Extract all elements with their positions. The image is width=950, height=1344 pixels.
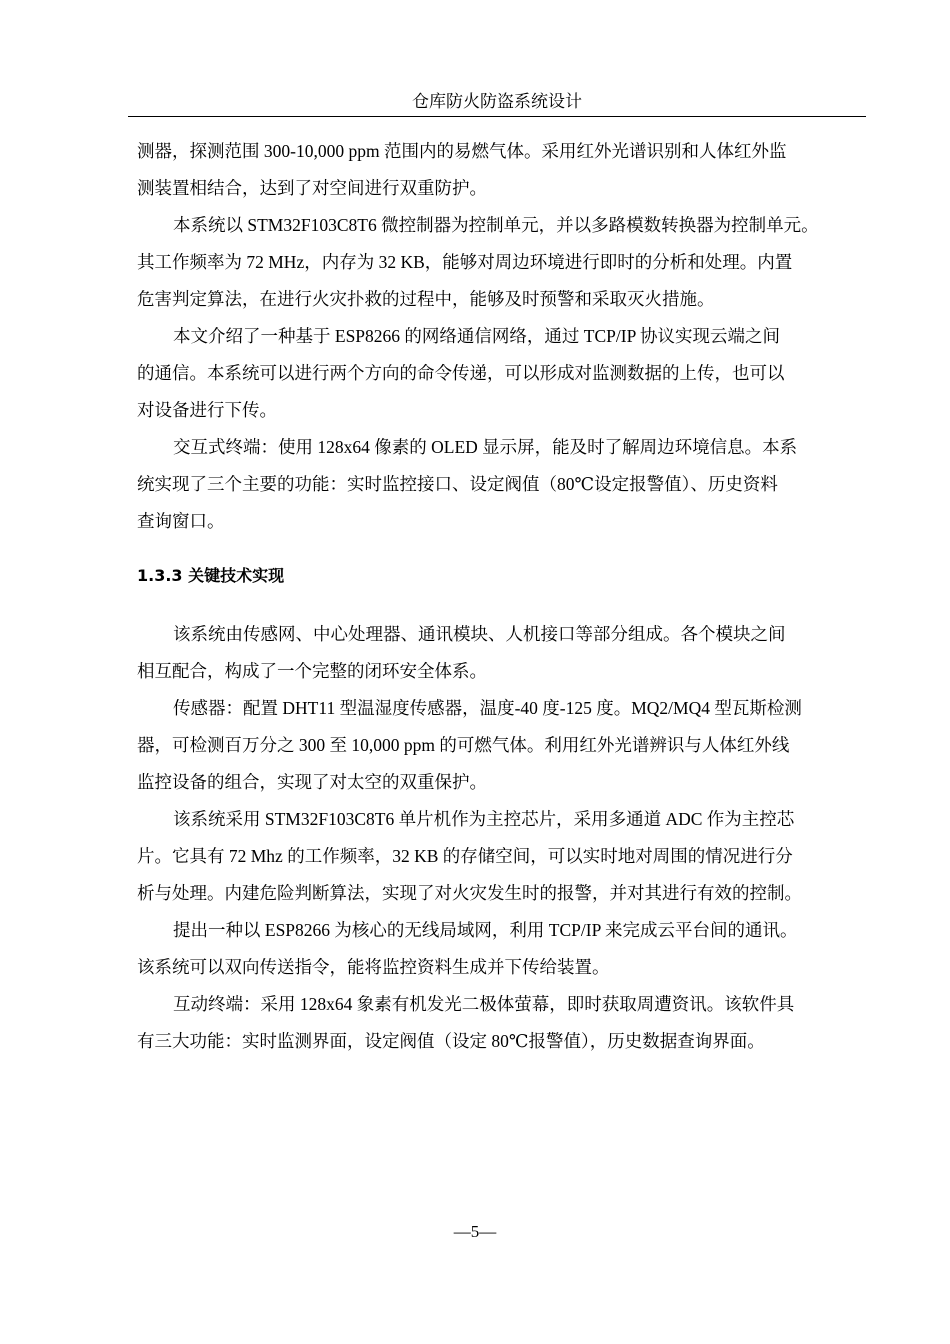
page-number: —5— [453,1222,497,1241]
text-line: 其工作频率为 72 MHz，内存为 32 KB，能够对周边环境进行即时的分析和处理。内置 [137,252,793,272]
text-line: 本文介绍了一种基于 ESP8266 的网络通信网络，通过 TCP/IP 协议实现云端之间 [173,326,781,346]
paragraph [137,207,860,318]
text-line: 片。它具有 72 Mhz 的工作频率，32 KB 的存储空间，可以实时地对周围的情况进行分 [137,846,793,866]
text-line: 对设备进行下传。 [137,400,277,420]
body-text-bottom [137,616,860,1060]
text-line: 器，可检测百万分之 300 至 10,000 ppm 的可燃气体。利用红外光谱辨识与人体红外线 [137,735,790,755]
text-line: 提出一种以 ESP8266 为核心的无线局域网，利用 TCP/IP 来完成云平台间的通讯。 [173,920,798,940]
text-line: 危害判定算法，在进行火灾扑救的过程中，能够及时预警和采取灭火措施。 [137,289,715,309]
paragraph [137,690,860,801]
text-line: 测器，探测范围 300-10,000 ppm 范围内的易燃气体。采用红外光谱识别和人体红外监 [137,141,787,161]
paragraph [137,429,860,540]
text-line: 交互式终端：使用 128x64 像素的 OLED 显示屏，能及时了解周边环境信息。本系 [173,437,798,457]
text-line: 析与处理。内建危险判断算法，实现了对火灾发生时的报警，并对其进行有效的控制。 [137,883,802,903]
text-line: 相互配合，构成了一个完整的闭环安全体系。 [137,661,487,681]
section-heading: 1.3.3 关键技术实现 [137,566,285,585]
text-line: 的通信。本系统可以进行两个方向的命令传递，可以形成对监测数据的上传，也可以 [137,363,785,383]
text-line: 传感器：配置 DHT11 型温湿度传感器，温度-40 度-125 度。MQ2/MQ4 型瓦斯检测 [173,698,802,718]
text-line: 本系统以 STM32F103C8T6 微控制器为控制单元，并以多路模数转换器为控制单元。 [173,215,819,235]
text-line: 该系统由传感网、中心处理器、通讯模块、人机接口等部分组成。各个模块之间 [173,624,786,644]
text-line: 该系统采用 STM32F103C8T6 单片机作为主控芯片，采用多通道 ADC 作为主控芯 [173,809,795,829]
text-line: 查询窗口。 [137,511,225,531]
page-header-title: 仓库防火防盗系统设计 [412,92,582,111]
paragraph [137,986,860,1060]
page-header [128,92,866,117]
text-line: 有三大功能：实时监测界面，设定阀值（设定 80℃报警值），历史数据查询界面。 [137,1031,765,1051]
body-text-top [137,133,860,540]
paragraph [137,801,860,912]
paragraph [137,133,860,207]
text-line: 互动终端：采用 128x64 象素有机发光二极体萤幕，即时获取周遭资讯。该软件具 [173,994,795,1014]
text-line: 监控设备的组合，实现了对太空的双重保护。 [137,772,487,792]
paragraph [137,912,860,986]
text-line: 统实现了三个主要的功能：实时监控接口、设定阀值（80℃设定报警值）、历史资料 [137,474,778,494]
text-line: 测装置相结合，达到了对空间进行双重防护。 [137,178,487,198]
text-line: 该系统可以双向传送指令，能将监控资料生成并下传给装置。 [137,957,610,977]
paragraph [137,318,860,429]
paragraph [137,616,860,690]
